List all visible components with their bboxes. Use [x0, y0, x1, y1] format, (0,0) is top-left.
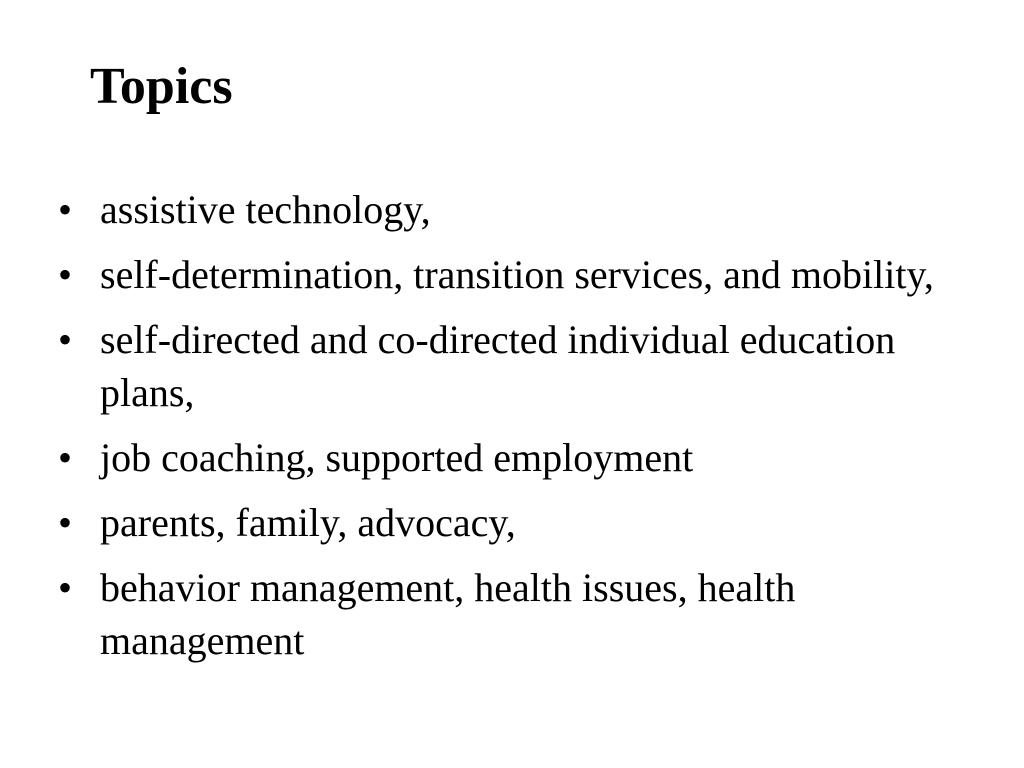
bullet-text: self-determination, transition services, and mobility, [100, 252, 934, 297]
bullet-item-self-determination [0, 248, 1024, 301]
bullet-list [0, 183, 1024, 679]
bullet-text: assistive technology, [100, 187, 431, 232]
bullet-item-education-plans [0, 313, 1024, 419]
bullet-icon: • [58, 500, 73, 545]
bullet-text: job coaching, supported employment [100, 435, 694, 480]
slide-title: Topics [90, 58, 233, 115]
bullet-icon: • [58, 317, 73, 362]
bullet-item-job-coaching [0, 431, 1024, 484]
bullet-text: parents, family, advocacy, [100, 500, 516, 545]
bullet-icon: • [58, 435, 73, 480]
bullet-icon: • [58, 565, 73, 610]
bullet-item-behavior-management [0, 561, 1024, 667]
bullet-item-assistive-technology [0, 183, 1024, 236]
bullet-icon: • [58, 187, 73, 232]
bullet-icon: • [58, 252, 73, 297]
bullet-text: self-directed and co-directed individual education plans, [100, 317, 896, 415]
bullet-item-parents-family [0, 496, 1024, 549]
bullet-text: behavior management, health issues, health management [100, 565, 796, 663]
